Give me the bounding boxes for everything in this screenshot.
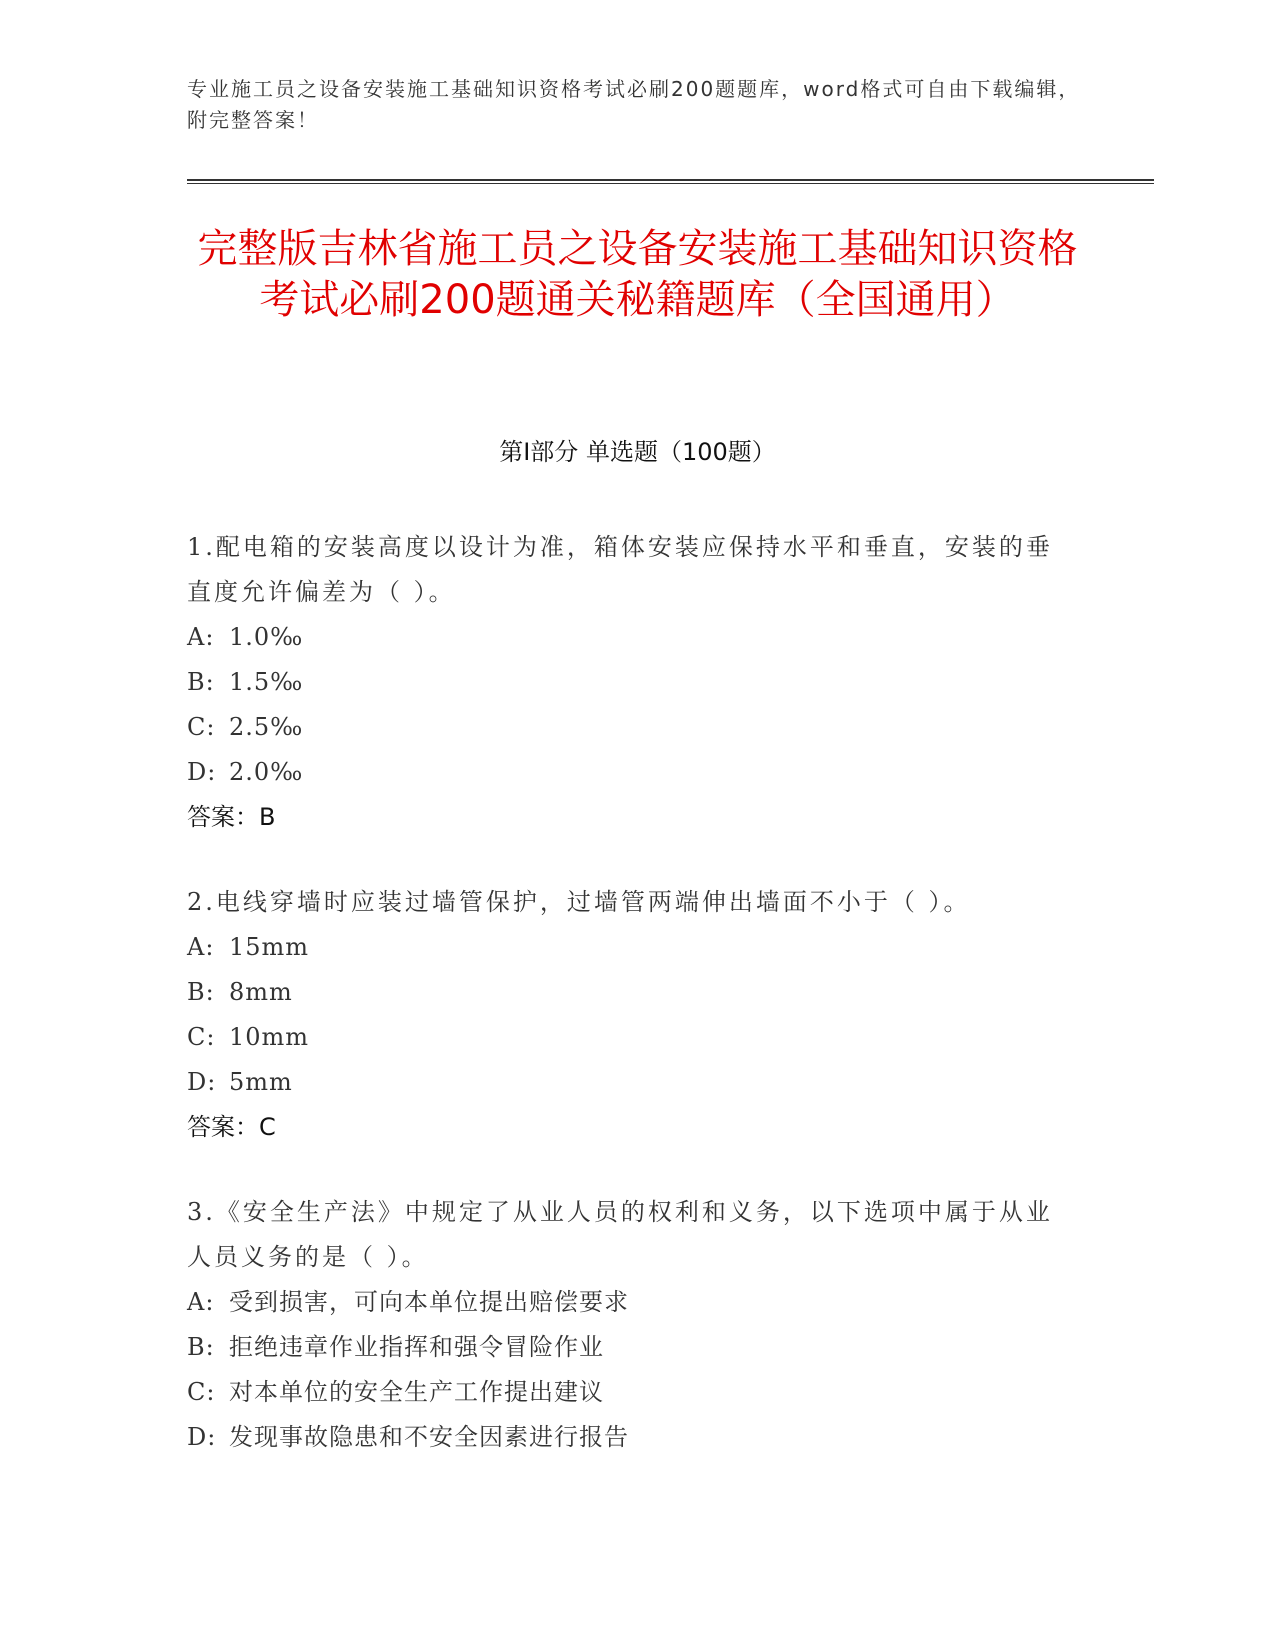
answer-line: 答案：B bbox=[187, 803, 276, 831]
option-d bbox=[187, 750, 1067, 795]
option-text: 10mm bbox=[229, 1023, 310, 1051]
option-key: C: bbox=[187, 1378, 216, 1406]
option-text: 受到损害，可向本单位提出赔偿要求 bbox=[229, 1288, 629, 1316]
option-c bbox=[187, 1370, 1067, 1415]
option-c bbox=[187, 1015, 1067, 1060]
header-divider-thick bbox=[187, 179, 1154, 181]
question-stem: 3.《安全生产法》中规定了从业人员的权利和义务，以下选项中属于从业人员义务的是（ ）。 bbox=[187, 1198, 1053, 1271]
option-text: 1.0‰ bbox=[229, 623, 304, 651]
option-key: B: bbox=[187, 1333, 215, 1361]
option-text: 2.5‰ bbox=[229, 713, 304, 741]
option-a bbox=[187, 925, 1067, 970]
option-text: 对本单位的安全生产工作提出建议 bbox=[229, 1378, 604, 1406]
option-a bbox=[187, 615, 1067, 660]
option-key: B: bbox=[187, 668, 215, 696]
option-d bbox=[187, 1415, 1067, 1460]
option-key: A: bbox=[187, 1288, 215, 1316]
option-key: B: bbox=[187, 978, 215, 1006]
option-b bbox=[187, 970, 1067, 1015]
option-text: 15mm bbox=[229, 933, 310, 961]
answer-line: 答案：C bbox=[187, 1113, 276, 1141]
option-text: 8mm bbox=[229, 978, 293, 1006]
option-d bbox=[187, 1060, 1067, 1105]
question-stem: 2.电线穿墙时应装过墙管保护，过墙管两端伸出墙面不小于（ ）。 bbox=[187, 888, 971, 916]
option-text: 1.5‰ bbox=[229, 668, 304, 696]
question-2 bbox=[187, 880, 1067, 1150]
option-text: 2.0‰ bbox=[229, 758, 304, 786]
option-key: C: bbox=[187, 713, 216, 741]
option-text: 5mm bbox=[229, 1068, 293, 1096]
header-divider-thin bbox=[187, 183, 1154, 184]
question-1 bbox=[187, 525, 1067, 840]
option-b bbox=[187, 660, 1067, 705]
question-stem: 1.配电箱的安装高度以设计为准，箱体安装应保持水平和垂直，安装的垂直度允许偏差为（ ）。 bbox=[187, 533, 1053, 606]
option-key: A: bbox=[187, 623, 215, 651]
option-a bbox=[187, 1280, 1067, 1325]
question-3 bbox=[187, 1190, 1067, 1460]
option-key: A: bbox=[187, 933, 215, 961]
document-title: 完整版吉林省施工员之设备安装施工基础知识资格考试必刷200题通关秘籍题库（全国通用） bbox=[197, 226, 1078, 323]
option-text: 拒绝违章作业指挥和强令冒险作业 bbox=[229, 1333, 604, 1361]
header-note: 专业施工员之设备安装施工基础知识资格考试必刷200题题库，word格式可自由下载编辑，附完整答案！ bbox=[187, 77, 1081, 132]
option-b bbox=[187, 1325, 1067, 1370]
option-key: D: bbox=[187, 1423, 217, 1451]
option-c bbox=[187, 705, 1067, 750]
option-key: D: bbox=[187, 1068, 217, 1096]
section-title: 第Ⅰ部分 单选题（100题） bbox=[499, 438, 776, 466]
option-key: C: bbox=[187, 1023, 216, 1051]
option-text: 发现事故隐患和不安全因素进行报告 bbox=[229, 1423, 629, 1451]
option-key: D: bbox=[187, 758, 217, 786]
